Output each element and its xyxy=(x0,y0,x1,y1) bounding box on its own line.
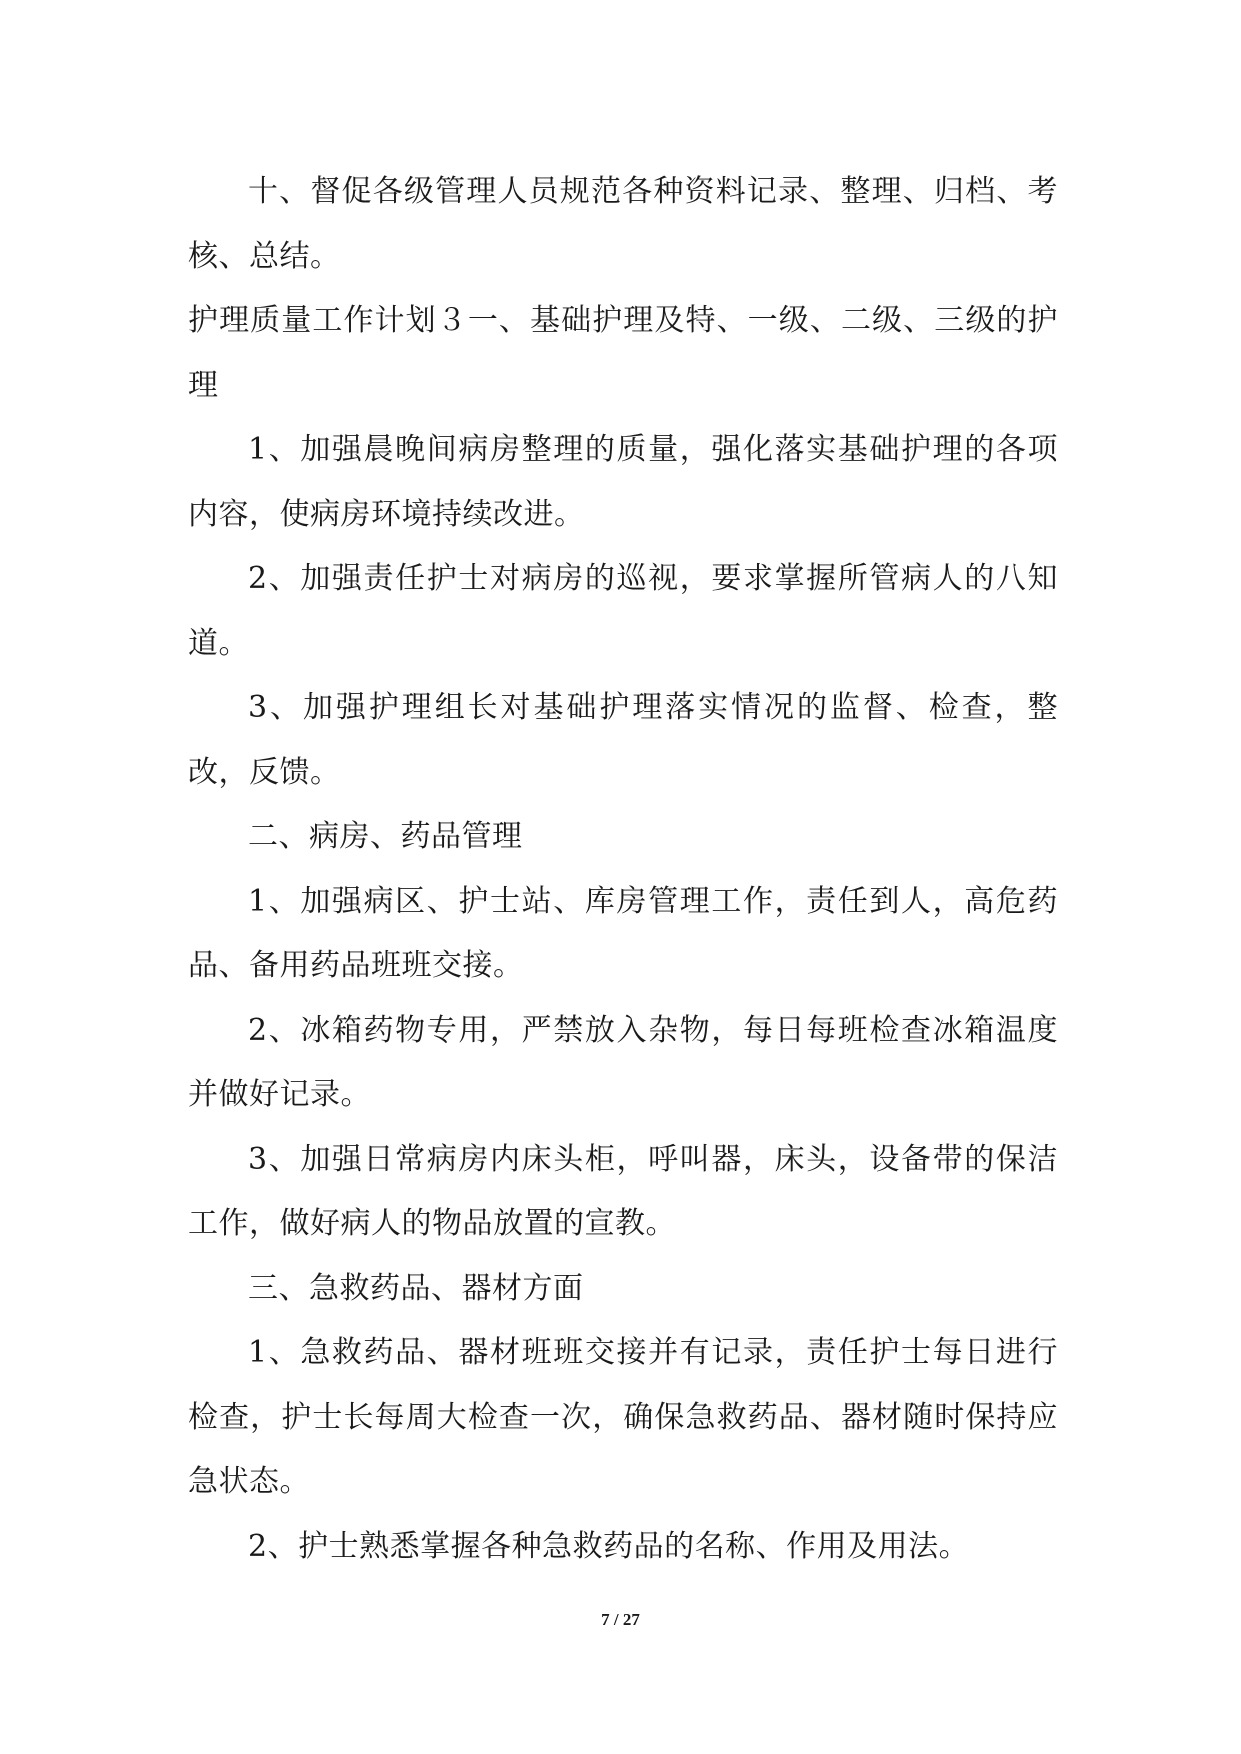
paragraph-2-3: 3、加强日常病房内床头柜，呼叫器，床头，设备带的保洁工作，做好病人的物品放置的宣教。 xyxy=(188,1141,1058,1241)
paragraph-1-2: 2、加强责任护士对病房的巡视，要求掌握所管病人的八知道。 xyxy=(188,561,1058,661)
page-number: 7 / 27 xyxy=(601,1610,640,1629)
paragraph-3-1: 1、急救药品、器材班班交接并有记录，责任护士每日进行检查，护士长每周大检查一次，确保急救药品、器材随时保持应急状态。 xyxy=(188,1335,1058,1499)
section-one-title: 一、基础护理及特、一级、二级、三级的护理 xyxy=(188,303,1059,403)
document-body xyxy=(188,160,1058,1579)
plan-heading-paragraph xyxy=(188,289,1058,418)
section-three-title: 三、急救药品、器材方面 xyxy=(248,1270,584,1306)
paragraph-2-2: 2、冰箱药物专用，严禁放入杂物，每日每班检查冰箱温度并做好记录。 xyxy=(188,1012,1058,1112)
section-two-title: 二、病房、药品管理 xyxy=(248,819,523,854)
paragraph-1-1: 1、加强晨晚间病房整理的质量，强化落实基础护理的各项内容，使病房环境持续改进。 xyxy=(188,432,1058,532)
paragraph-1-3: 3、加强护理组长对基础护理落实情况的监督、检查，整改，反馈。 xyxy=(188,690,1058,790)
paragraph-2-1: 1、加强病区、护士站、库房管理工作，责任到人，高危药品、备用药品班班交接。 xyxy=(188,883,1058,983)
paragraph-item-10: 十、督促各级管理人员规范各种资料记录、整理、归档、考核、总结。 xyxy=(188,174,1058,274)
paragraph-3-2: 2、护士熟悉掌握各种急救药品的名称、作用及用法。 xyxy=(248,1528,970,1564)
plan-title: 护理质量工作计划３ xyxy=(188,303,468,338)
